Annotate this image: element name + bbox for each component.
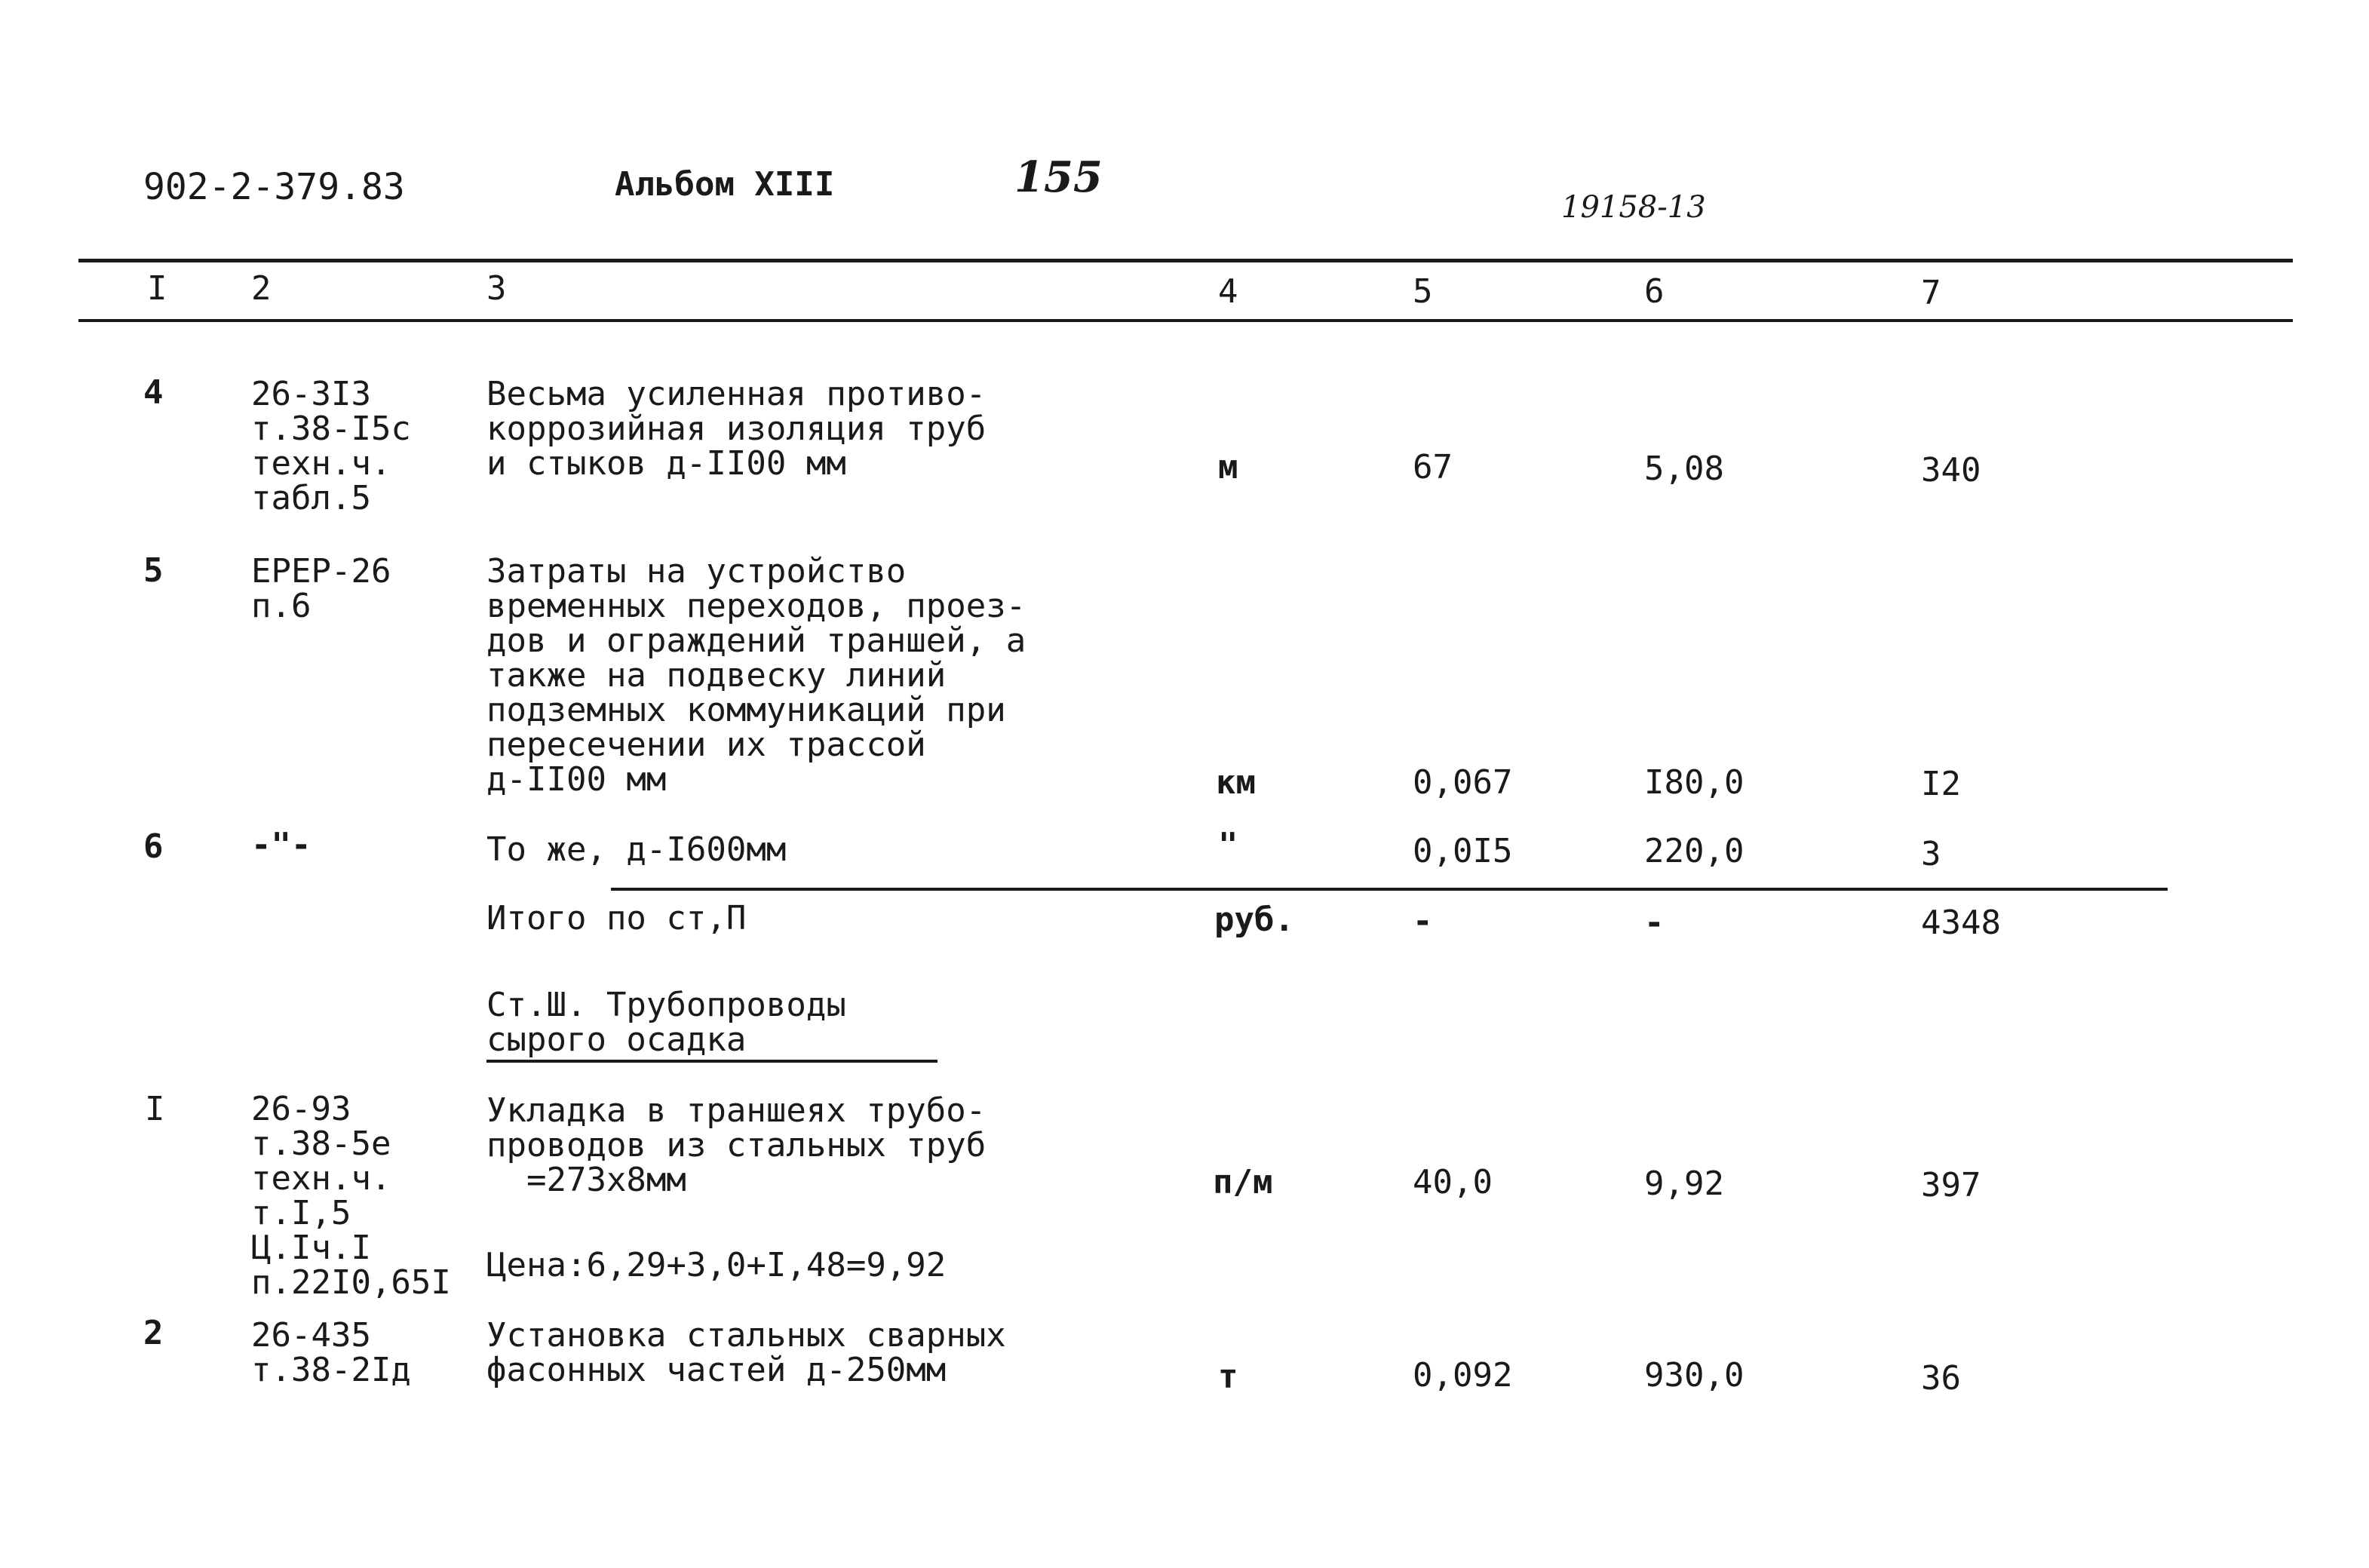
row-unit: т xyxy=(1218,1358,1238,1396)
col-header-3: 3 xyxy=(486,269,507,308)
row-no: 5 xyxy=(143,551,164,590)
row-price: I80,0 xyxy=(1644,763,1745,802)
subtotal-total: 4348 xyxy=(1921,904,2001,942)
row-description: Укладка в траншеях трубо- проводов из стальных труб =273х8мм xyxy=(486,1091,987,1199)
section-title: Ст.Ш. Трубопроводы сырого осадка xyxy=(486,986,846,1059)
row-total: 36 xyxy=(1921,1359,1961,1398)
page-number: 155 xyxy=(1014,152,1103,202)
col-header-5: 5 xyxy=(1413,272,1433,311)
row-code: -"- xyxy=(251,826,311,864)
col-header-2: 2 xyxy=(251,269,272,308)
col-header-4: 4 xyxy=(1218,272,1238,311)
subtotal-label: Итого по ст,П xyxy=(486,899,747,937)
col-header-7: 7 xyxy=(1921,274,1941,312)
row-description: То же, д-I600мм xyxy=(486,830,787,869)
row-price: 5,08 xyxy=(1644,450,1724,488)
row-unit: " xyxy=(1218,826,1238,864)
archive-number: 19158-13 xyxy=(1561,190,1706,225)
row-total: 340 xyxy=(1921,451,1981,489)
row-qty: 0,067 xyxy=(1413,763,1513,802)
row-total: 3 xyxy=(1921,835,1941,873)
row-total: 397 xyxy=(1921,1166,1981,1204)
row-price: 930,0 xyxy=(1644,1356,1745,1395)
row-qty: 0,092 xyxy=(1413,1356,1513,1395)
row-unit: км xyxy=(1216,763,1256,802)
doc-code: 902-2-379.83 xyxy=(143,166,405,208)
row-unit: м xyxy=(1218,448,1238,486)
row-no: 2 xyxy=(143,1314,164,1352)
row-no: 4 xyxy=(143,373,164,412)
row-unit: п/м xyxy=(1213,1163,1273,1201)
subtotal-price: - xyxy=(1644,904,1665,942)
subtotal-unit: руб. xyxy=(1214,901,1294,939)
row-price: 9,92 xyxy=(1644,1164,1724,1203)
col-header-6: 6 xyxy=(1644,272,1665,311)
album-title: Альбом XIII xyxy=(615,165,835,204)
row-description: Весьма усиленная противо- коррозийная изоляция труб и стыков д-II00 мм xyxy=(486,375,987,483)
row-code: 26-435 т.38-2Iд xyxy=(251,1316,411,1389)
row-code: ЕРЕР-26 п.6 xyxy=(251,552,391,625)
row-description: Затраты на устройство временных переходов, проез- дов и ограждений траншей, а также на подвеску линий подземных коммуникаций при пересечении их трассой д-II00 мм xyxy=(486,552,1026,799)
row-no: 6 xyxy=(143,827,164,866)
header-top-rule xyxy=(78,259,2293,262)
row-description: Установка стальных сварных фасонных частей д-250мм xyxy=(486,1316,1006,1389)
row-code: 26-93 т.38-5е техн.ч. т.I,5 Ц.Iч.I п.22I0,65I xyxy=(251,1090,451,1302)
section-underline xyxy=(486,1060,937,1063)
col-header-1: I xyxy=(147,269,167,308)
row-total: I2 xyxy=(1921,765,1961,803)
subtotal-qty: - xyxy=(1413,902,1433,940)
row-qty: 40,0 xyxy=(1413,1163,1493,1201)
row-qty: 0,0I5 xyxy=(1413,832,1513,870)
header-bottom-rule xyxy=(78,319,2293,322)
row-note: Цена:6,29+3,0+I,48=9,92 xyxy=(486,1246,947,1284)
row-price: 220,0 xyxy=(1644,832,1745,870)
subtotal-rule xyxy=(611,888,2168,891)
row-no: I xyxy=(145,1090,165,1128)
row-qty: 67 xyxy=(1413,448,1453,486)
row-code: 26-3I3 т.38-I5c техн.ч. табл.5 xyxy=(251,375,411,517)
